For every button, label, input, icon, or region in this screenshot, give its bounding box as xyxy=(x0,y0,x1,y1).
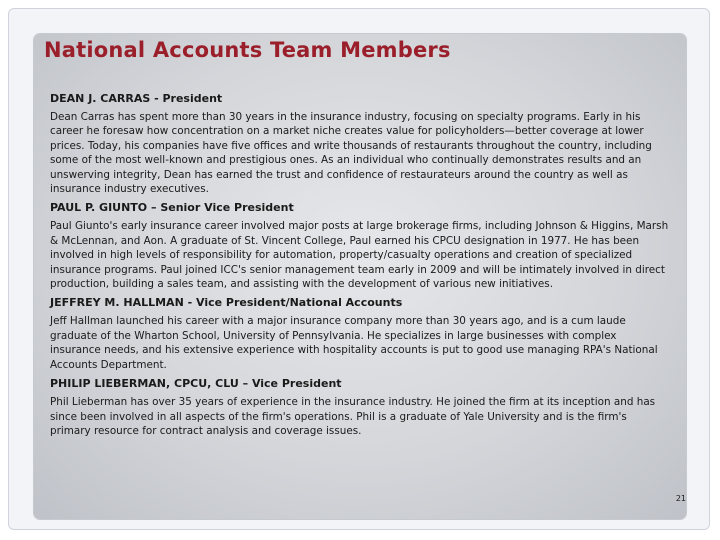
team-members-list xyxy=(50,92,670,443)
member-bio: Paul Giunto's early insurance career involved major posts at large brokerage firms, including Johnson & Higgins, Marsh & McLennan, and Aon. A graduate of St. Vincent College, Paul earned his CPCU designation in 1977. He has been involved in high levels of responsibility for automation, property/casualty operations and creation of specialized insurance programs. Paul joined ICC's senior management team early in 2009 and will be intimately involved in direct production, building a sales team, and assisting with the development of various new initiatives. xyxy=(50,220,669,291)
member-heading: DEAN J. CARRAS - President xyxy=(50,92,223,105)
member-heading: PAUL P. GIUNTO – Senior Vice President xyxy=(50,201,294,215)
member-heading: PHILIP LIEBERMAN, CPCU, CLU – Vice President xyxy=(50,377,342,391)
member-block-lieberman xyxy=(50,377,670,438)
member-block-giunto xyxy=(50,201,670,291)
member-heading: JEFFREY M. HALLMAN - Vice President/National Accounts xyxy=(50,296,403,310)
slide-title: National Accounts Team Members xyxy=(44,38,451,62)
member-block-hallman xyxy=(50,296,670,372)
member-bio: Dean Carras has spent more than 30 years in the insurance industry, focusing on specialty programs. Early in his career he foresaw how concentration on a market niche creates value for policyholders—better coverage at lower prices. Today, his companies have five offices and write thousands of restaurants throughout the country, including some of the most well-known and prestigious ones. As an individual who continually demonstrates results and an unswerving integrity, Dean has earned the trust and confidence of restaurateurs around the country as well as insurance industry executives. xyxy=(50,111,652,196)
page-number: 21 xyxy=(675,494,686,503)
member-block-carras xyxy=(50,92,670,196)
member-bio: Jeff Hallman launched his career with a major insurance company more than 30 years ago, and is a cum laude graduate of the Wharton School, University of Pennsylvania. He specializes in large businesses with complex insurance needs, and his extensive experience with hospitality accounts is put to good use managing RPA's National Accounts Department. xyxy=(50,315,658,371)
member-bio: Phil Lieberman has over 35 years of experience in the insurance industry. He joined the firm at its inception and has since been involved in all aspects of the firm's operations. Phil is a graduate of Yale University and is the firm's primary resource for contract analysis and coverage issues. xyxy=(50,396,656,437)
